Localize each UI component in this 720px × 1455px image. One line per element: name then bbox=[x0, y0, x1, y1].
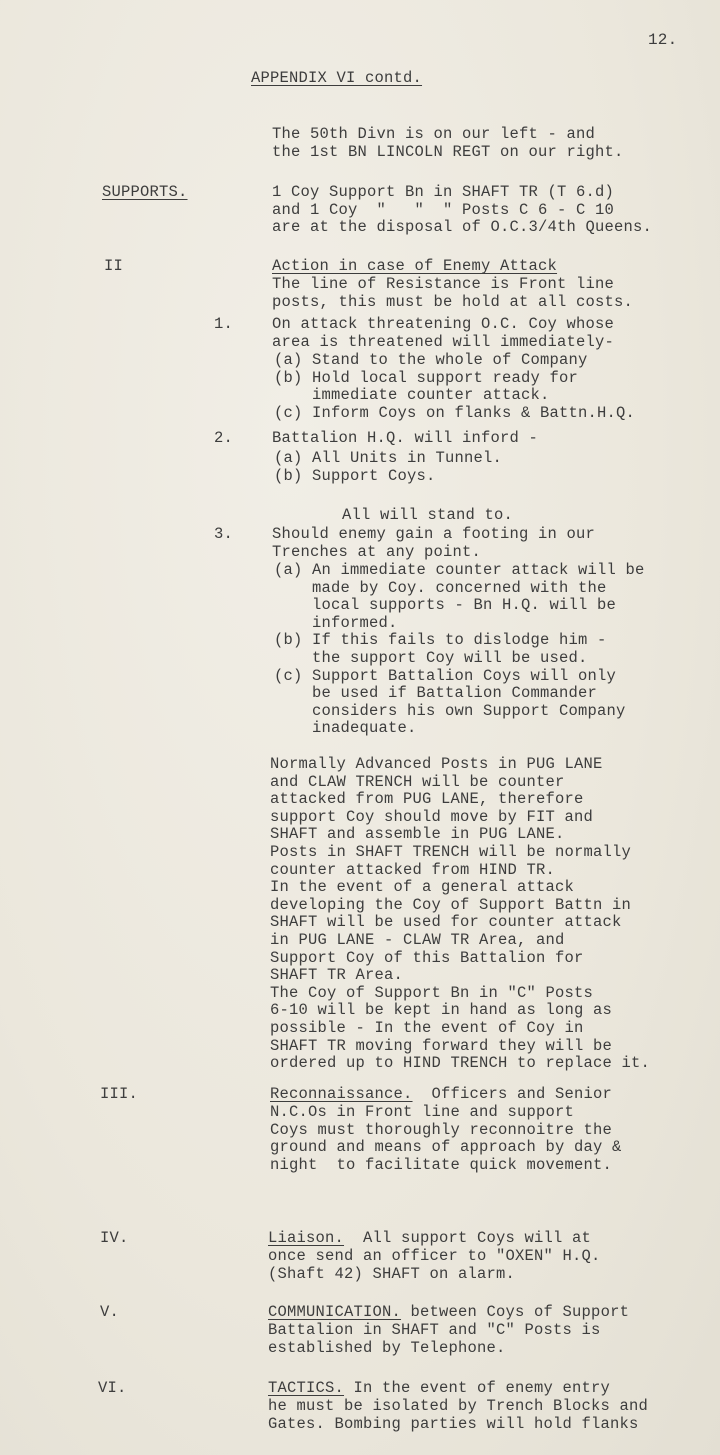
section-iii-first-line bbox=[270, 1086, 612, 1104]
section-iii-line: N.C.Os in Front line and support bbox=[270, 1103, 575, 1121]
item-3-line: Trenches at any point. bbox=[272, 542, 482, 561]
section-numeral-v: V. bbox=[100, 1303, 120, 1321]
section-numeral-ii: II bbox=[104, 257, 124, 275]
section-v-first-line bbox=[268, 1304, 629, 1322]
section-ii-heading: Action in case of Enemy Attack bbox=[272, 257, 558, 275]
item-3-line: Should enemy gain a footing in our bbox=[272, 525, 596, 543]
subitem-line: be used if Battalion Commander bbox=[274, 684, 598, 703]
paragraph-line: In the event of a general attack bbox=[270, 878, 575, 897]
section-v-first-rest: between Coys of Support bbox=[401, 1303, 630, 1321]
section-vi-body bbox=[268, 1398, 648, 1433]
section-iv-line: once send an officer to "OXEN" H.Q. bbox=[268, 1247, 601, 1265]
paragraph-line: attacked from PUG LANE, therefore bbox=[270, 790, 584, 809]
section-numeral-iv: IV. bbox=[100, 1229, 129, 1247]
paragraph-line: Posts in SHAFT TRENCH will be normally bbox=[270, 842, 632, 861]
item-number-2: 2. bbox=[214, 429, 234, 447]
paragraph-line: SHAFT TR Area. bbox=[270, 966, 404, 985]
intro-line: The 50th Divn is on our left - and bbox=[272, 125, 596, 143]
paragraph-line: possible - In the event of Coy in bbox=[270, 1018, 584, 1037]
section-iii-line: ground and means of approach by day & bbox=[270, 1138, 622, 1157]
paragraph-line: SHAFT will be used for counter attack bbox=[270, 913, 622, 932]
paragraph-line: in PUG LANE - CLAW TR Area, and bbox=[270, 930, 565, 949]
subitem-line: made by Coy. concerned with the bbox=[274, 578, 607, 597]
subitem-line: inadequate. bbox=[274, 719, 417, 738]
paragraph-line: Normally Advanced Posts in PUG LANE bbox=[270, 755, 603, 773]
page-number: 12. bbox=[648, 31, 678, 49]
item-2-subitems bbox=[274, 450, 502, 485]
supports-line: 1 Coy Support Bn in SHAFT TR (T 6.d) bbox=[272, 183, 615, 201]
item-3-body bbox=[272, 526, 595, 561]
subitem-line: (c) Support Battalion Coys will only bbox=[274, 666, 617, 685]
subitem-line: (b) If this fails to dislodge him - bbox=[274, 631, 607, 650]
supports-paragraph bbox=[272, 184, 652, 237]
section-ii-line: The line of Resistance is Front line bbox=[272, 275, 615, 293]
section-iv-body bbox=[268, 1248, 601, 1283]
subitem-line: (b) Support Coys. bbox=[274, 466, 436, 485]
section-ii-intro bbox=[272, 276, 633, 311]
subitem-line: local supports - Bn H.Q. will be bbox=[274, 596, 617, 615]
subitem-line: considers his own Support Company bbox=[274, 701, 626, 720]
intro-line: the 1st BN LINCOLN REGT on our right. bbox=[272, 142, 624, 161]
item-2-line: Battalion H.Q. will inford - bbox=[272, 429, 539, 447]
paragraph-line: The Coy of Support Bn in "C" Posts bbox=[270, 983, 594, 1002]
section-ii-line: posts, this must be hold at all costs. bbox=[272, 292, 634, 311]
item-2-body bbox=[272, 430, 538, 448]
section-numeral-vi: VI. bbox=[98, 1379, 127, 1397]
section-iii-line: Coys must thoroughly reconnoitre the bbox=[270, 1120, 613, 1139]
subitem-line: informed. bbox=[274, 613, 398, 632]
section-v-line: Battalion in SHAFT and "C" Posts is bbox=[268, 1321, 601, 1339]
paragraph-line: support Coy should move by FIT and bbox=[270, 807, 594, 826]
all-stand-to: All will stand to. bbox=[342, 506, 514, 524]
section-iv-heading: Liaison. bbox=[268, 1229, 345, 1247]
section-numeral-iii: III. bbox=[100, 1085, 139, 1103]
counter-attack-paragraph bbox=[270, 756, 650, 1073]
subitem-line: (a) Stand to the whole of Company bbox=[274, 351, 588, 369]
item-3-subitems bbox=[274, 562, 645, 738]
section-vi-heading: TACTICS. bbox=[268, 1379, 345, 1397]
paragraph-line: developing the Coy of Support Battn in bbox=[270, 895, 632, 914]
supports-line: are at the disposal of O.C.3/4th Queens. bbox=[272, 218, 653, 237]
subitem-line: (a) All Units in Tunnel. bbox=[274, 449, 503, 467]
subitem-line: (a) An immediate counter attack will be bbox=[274, 561, 645, 579]
paragraph-line: 6-10 will be kept in hand as long as bbox=[270, 1001, 613, 1020]
section-v-line: established by Telephone. bbox=[268, 1338, 506, 1357]
item-1-body bbox=[272, 316, 614, 351]
paragraph-line: SHAFT and assemble in PUG LANE. bbox=[270, 825, 565, 844]
subitem-line: (b) Hold local support ready for bbox=[274, 368, 579, 387]
paragraph-line: SHAFT TR moving forward they will be bbox=[270, 1036, 613, 1055]
paragraph-line: ordered up to HIND TRENCH to replace it. bbox=[270, 1054, 651, 1073]
section-vi-line: Gates. Bombing parties will hold flanks bbox=[268, 1414, 639, 1433]
section-iv-first-rest: All support Coys will at bbox=[344, 1229, 592, 1247]
supports-line: and 1 Coy " " " Posts C 6 - C 10 bbox=[272, 200, 615, 219]
paragraph-line: Support Coy of this Battalion for bbox=[270, 948, 584, 967]
item-number-1: 1. bbox=[214, 315, 234, 333]
subitem-line: immediate counter attack. bbox=[274, 386, 550, 405]
section-vi-first-rest: In the event of enemy entry bbox=[344, 1379, 611, 1397]
subitem-line: (c) Inform Coys on flanks & Battn.H.Q. bbox=[274, 403, 636, 422]
section-iii-first-rest: Officers and Senior bbox=[412, 1085, 613, 1103]
intro-paragraph bbox=[272, 126, 624, 161]
subitem-line: the support Coy will be used. bbox=[274, 648, 588, 667]
section-iii-line: night to facilitate quick movement. bbox=[270, 1155, 613, 1174]
section-iii-heading: Reconnaissance. bbox=[270, 1085, 413, 1103]
section-v-body bbox=[268, 1322, 601, 1357]
section-iv-first-line bbox=[268, 1230, 591, 1248]
section-iv-line: (Shaft 42) SHAFT on alarm. bbox=[268, 1264, 516, 1283]
section-iii-body bbox=[270, 1104, 622, 1174]
paragraph-line: counter attacked from HIND TR. bbox=[270, 860, 556, 879]
item-number-3: 3. bbox=[214, 525, 234, 543]
section-vi-line: he must be isolated by Trench Blocks and bbox=[268, 1397, 649, 1415]
item-1-line: area is threatened will immediately- bbox=[272, 332, 615, 351]
paragraph-line: and CLAW TRENCH will be counter bbox=[270, 772, 565, 791]
section-vi-first-line bbox=[268, 1380, 610, 1398]
item-1-line: On attack threatening O.C. Coy whose bbox=[272, 315, 615, 333]
supports-label: SUPPORTS. bbox=[102, 183, 188, 201]
item-1-subitems bbox=[274, 352, 635, 422]
section-v-heading: COMMUNICATION. bbox=[268, 1303, 402, 1321]
appendix-title: APPENDIX VI contd. bbox=[251, 69, 423, 87]
